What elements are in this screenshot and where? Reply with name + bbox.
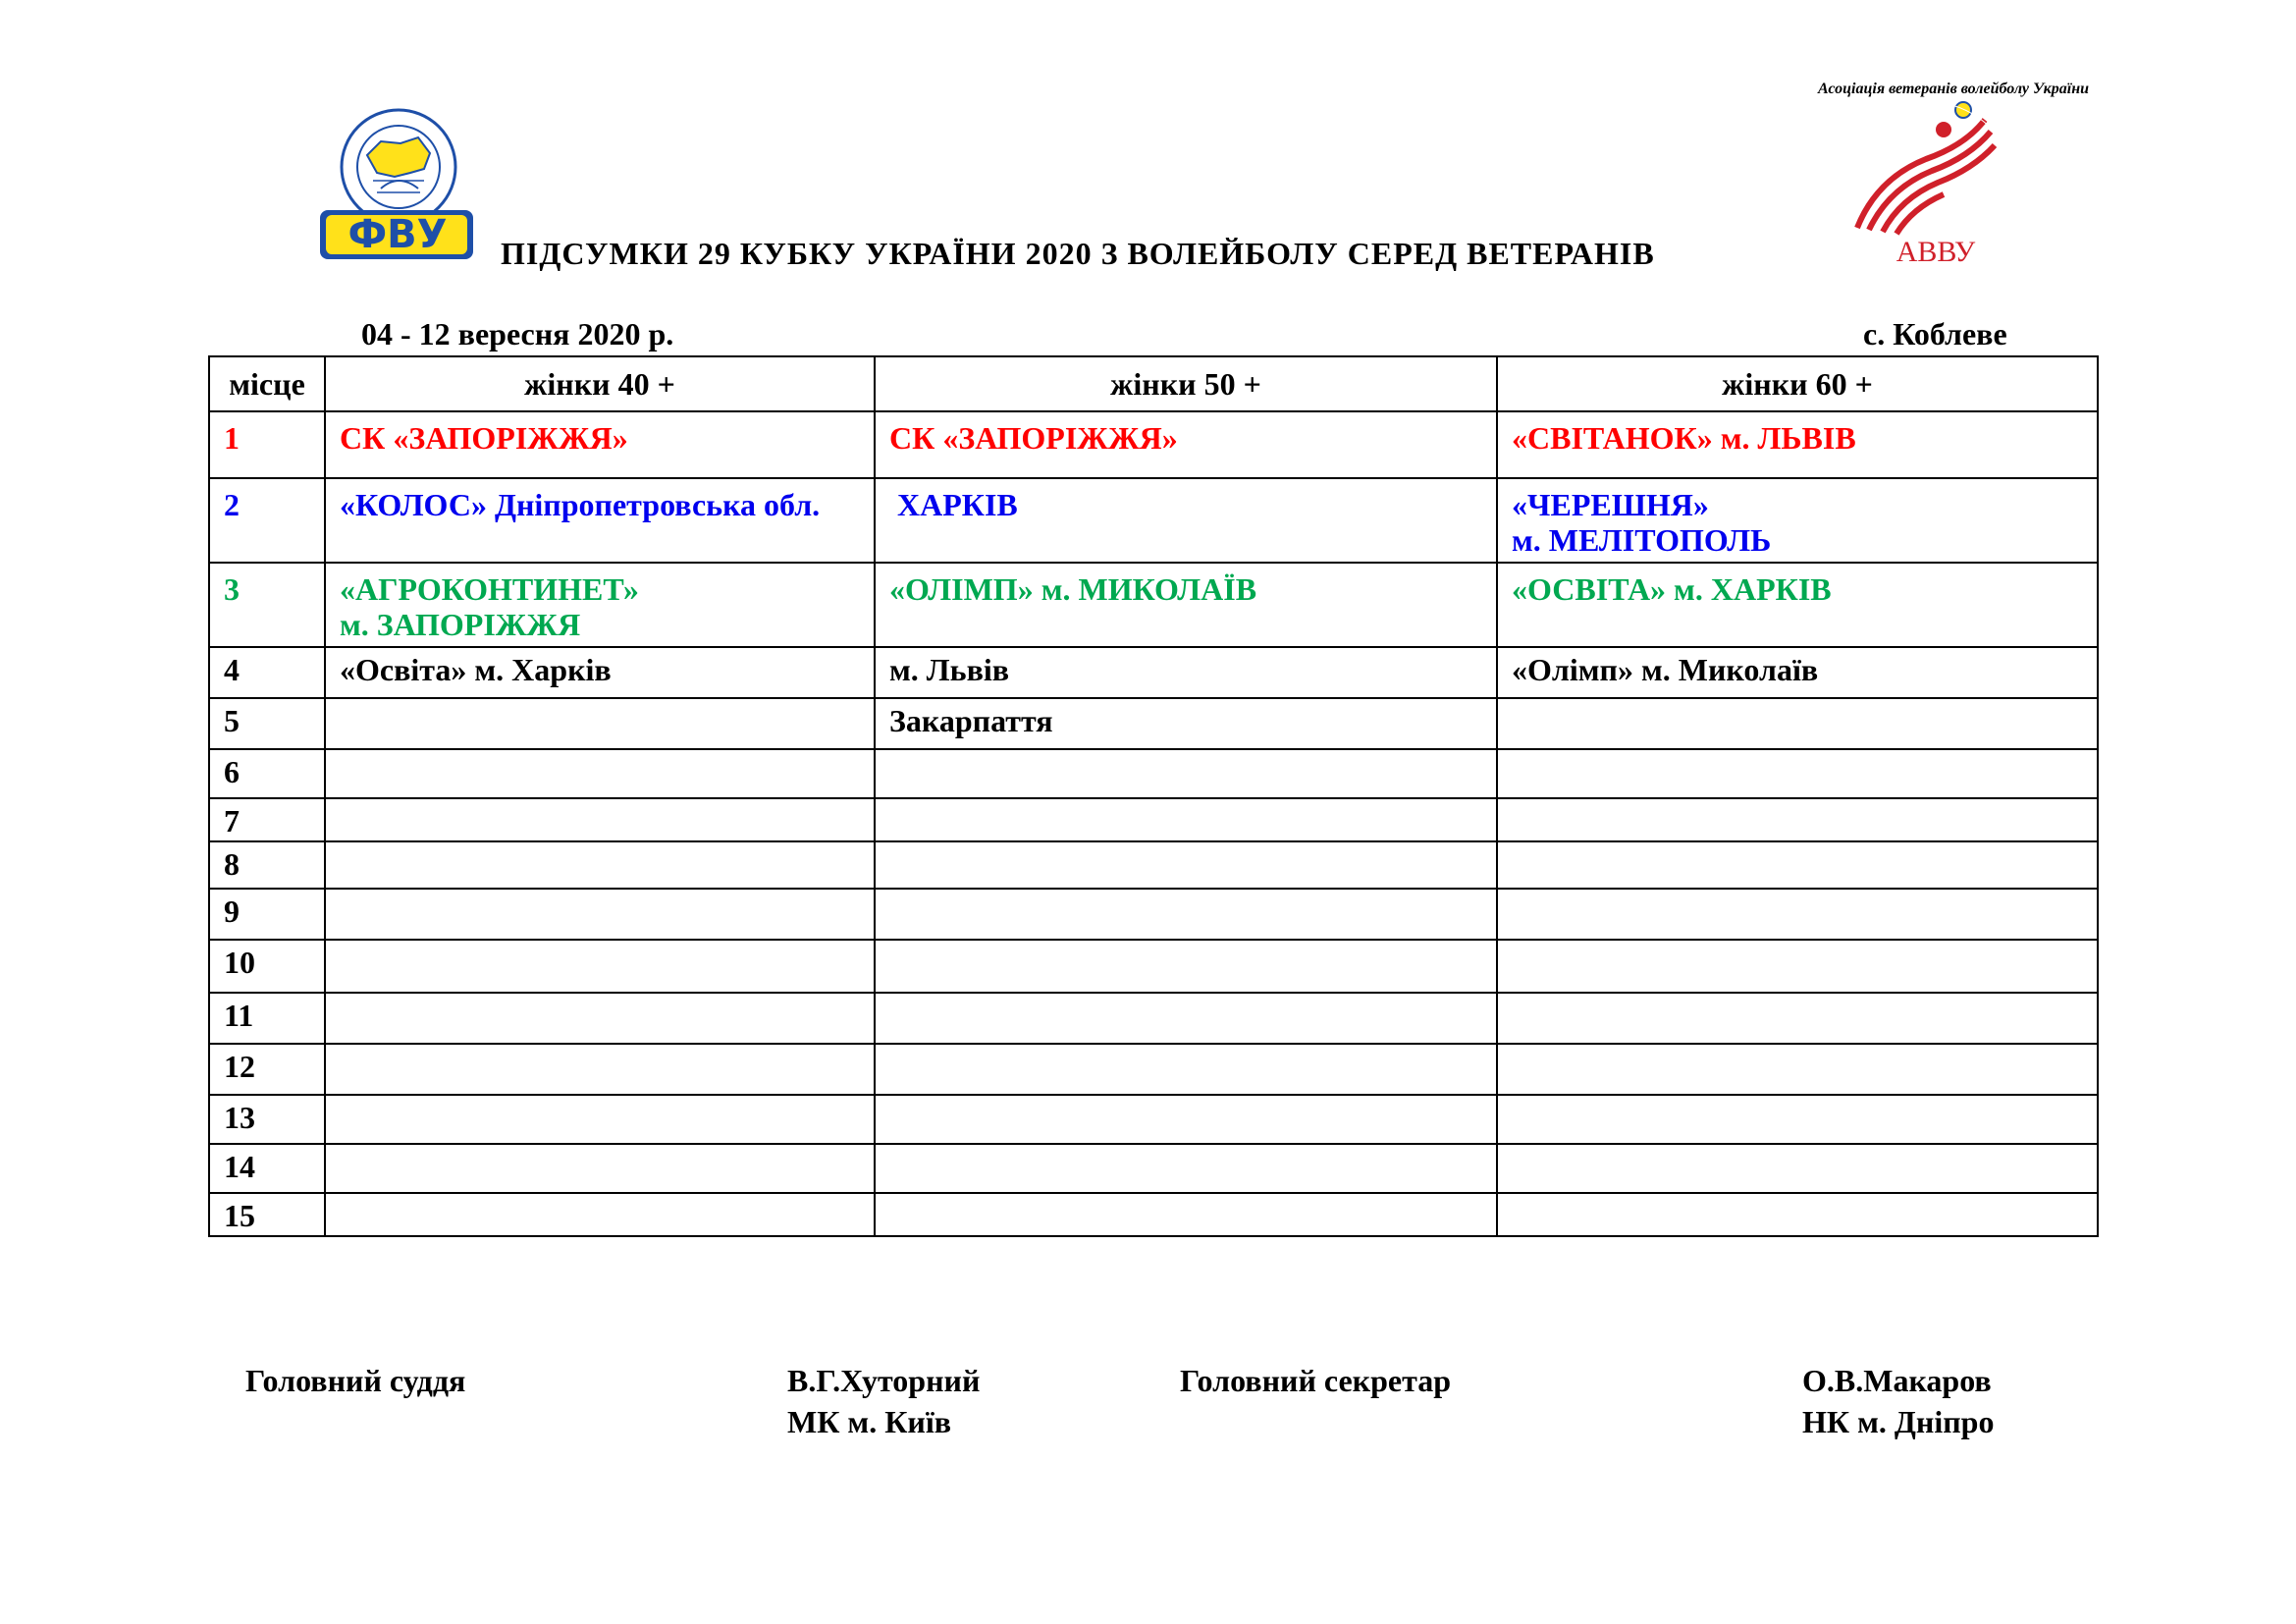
women-40-cell: [325, 698, 875, 749]
women-50-cell: ХАРКІВ: [875, 478, 1497, 563]
women-50-cell: [875, 841, 1497, 889]
avvu-logo-text: АВВУ: [1896, 236, 1976, 268]
table-row: [209, 563, 2098, 647]
women-60-cell: [1497, 889, 2098, 940]
women-40-cell: [325, 940, 875, 993]
chief-secretary-name: О.В.Макаров: [1802, 1363, 1992, 1398]
women-50-cell: [875, 940, 1497, 993]
place-cell: 10: [209, 940, 325, 993]
women-40-cell: [325, 798, 875, 841]
place-cell: 7: [209, 798, 325, 841]
women-60-cell: «ЧЕРЕШНЯ» м. МЕЛІТОПОЛЬ: [1497, 478, 2098, 563]
place-cell: 14: [209, 1144, 325, 1193]
chief-judge-name: В.Г.Хуторний: [787, 1363, 981, 1398]
chief-secretary-label: Головний секретар: [1180, 1363, 1452, 1398]
chief-secretary-category: НК м. Дніпро: [1802, 1404, 1995, 1439]
women-40-cell: [325, 1044, 875, 1095]
table-header-row: [209, 356, 2098, 411]
place-cell: 2: [209, 478, 325, 563]
fvu-logo-text: ФВУ: [347, 212, 448, 257]
header-women-40: жінки 40 +: [325, 356, 875, 411]
place-cell: 8: [209, 841, 325, 889]
fvu-logo: [316, 104, 477, 261]
women-60-cell: «Олімп» м. Миколаїв: [1497, 647, 2098, 698]
place-cell: 9: [209, 889, 325, 940]
women-50-cell: «ОЛІМП» м. МИКОЛАЇВ: [875, 563, 1497, 647]
table-row: [209, 1095, 2098, 1144]
women-60-cell: [1497, 698, 2098, 749]
women-60-cell: [1497, 841, 2098, 889]
place-cell: 12: [209, 1044, 325, 1095]
avvu-logo: [1818, 61, 2090, 277]
table-row: [209, 478, 2098, 563]
women-50-cell: Закарпаття: [875, 698, 1497, 749]
women-50-cell: [875, 1095, 1497, 1144]
women-50-cell: м. Львів: [875, 647, 1497, 698]
women-60-cell: [1497, 1044, 2098, 1095]
header-women-60: жінки 60 +: [1497, 356, 2098, 411]
women-40-cell: [325, 889, 875, 940]
women-50-cell: [875, 798, 1497, 841]
women-60-cell: [1497, 993, 2098, 1044]
chief-judge-label: Головний суддя: [245, 1363, 466, 1398]
women-50-cell: [875, 889, 1497, 940]
event-dates: 04 - 12 вересня 2020 р.: [361, 316, 674, 352]
table-row: [209, 889, 2098, 940]
women-60-cell: «ОСВІТА» м. ХАРКІВ: [1497, 563, 2098, 647]
table-row: [209, 1144, 2098, 1193]
header-women-50: жінки 50 +: [875, 356, 1497, 411]
table-row: [209, 798, 2098, 841]
women-60-cell: [1497, 1144, 2098, 1193]
place-cell: 6: [209, 749, 325, 798]
place-cell: 15: [209, 1193, 325, 1236]
place-cell: 3: [209, 563, 325, 647]
women-40-cell: «КОЛОС» Дніпропетровська обл.: [325, 478, 875, 563]
women-60-cell: [1497, 798, 2098, 841]
table-row: [209, 841, 2098, 889]
women-50-cell: [875, 1044, 1497, 1095]
women-40-cell: СК «ЗАПОРІЖЖЯ»: [325, 411, 875, 478]
women-40-cell: [325, 841, 875, 889]
women-60-cell: [1497, 940, 2098, 993]
women-60-cell: «СВІТАНОК» м. ЛЬВІВ: [1497, 411, 2098, 478]
event-location: с. Коблеве: [1863, 316, 2007, 352]
page-title: ПІДСУМКИ 29 КУБКУ УКРАЇНИ 2020 З ВОЛЕЙБОЛУ СЕРЕД ВЕТЕРАНІВ: [501, 236, 1655, 271]
place-cell: 1: [209, 411, 325, 478]
results-table: [208, 355, 2099, 1237]
women-50-cell: [875, 993, 1497, 1044]
place-cell: 11: [209, 993, 325, 1044]
table-row: [209, 411, 2098, 478]
table-row: [209, 1044, 2098, 1095]
women-50-cell: [875, 1193, 1497, 1236]
chief-judge-category: МК м. Київ: [787, 1404, 952, 1439]
place-cell: 13: [209, 1095, 325, 1144]
table-row: [209, 698, 2098, 749]
table-row: [209, 1193, 2098, 1236]
women-40-cell: [325, 1144, 875, 1193]
table-row: [209, 749, 2098, 798]
avvu-ring-text: Асоціація ветеранів волейболу України: [1818, 81, 2090, 97]
women-40-cell: [325, 749, 875, 798]
women-40-cell: [325, 1095, 875, 1144]
women-40-cell: «Освіта» м. Харків: [325, 647, 875, 698]
table-row: [209, 993, 2098, 1044]
women-40-cell: [325, 993, 875, 1044]
header-place: місце: [209, 356, 325, 411]
table-row: [209, 647, 2098, 698]
women-40-cell: [325, 1193, 875, 1236]
women-60-cell: [1497, 1193, 2098, 1236]
table-row: [209, 940, 2098, 993]
women-50-cell: [875, 1144, 1497, 1193]
women-60-cell: [1497, 749, 2098, 798]
women-50-cell: СК «ЗАПОРІЖЖЯ»: [875, 411, 1497, 478]
place-cell: 4: [209, 647, 325, 698]
women-50-cell: [875, 749, 1497, 798]
women-60-cell: [1497, 1095, 2098, 1144]
place-cell: 5: [209, 698, 325, 749]
women-40-cell: «АГРОКОНТИНЕТ» м. ЗАПОРІЖЖЯ: [325, 563, 875, 647]
